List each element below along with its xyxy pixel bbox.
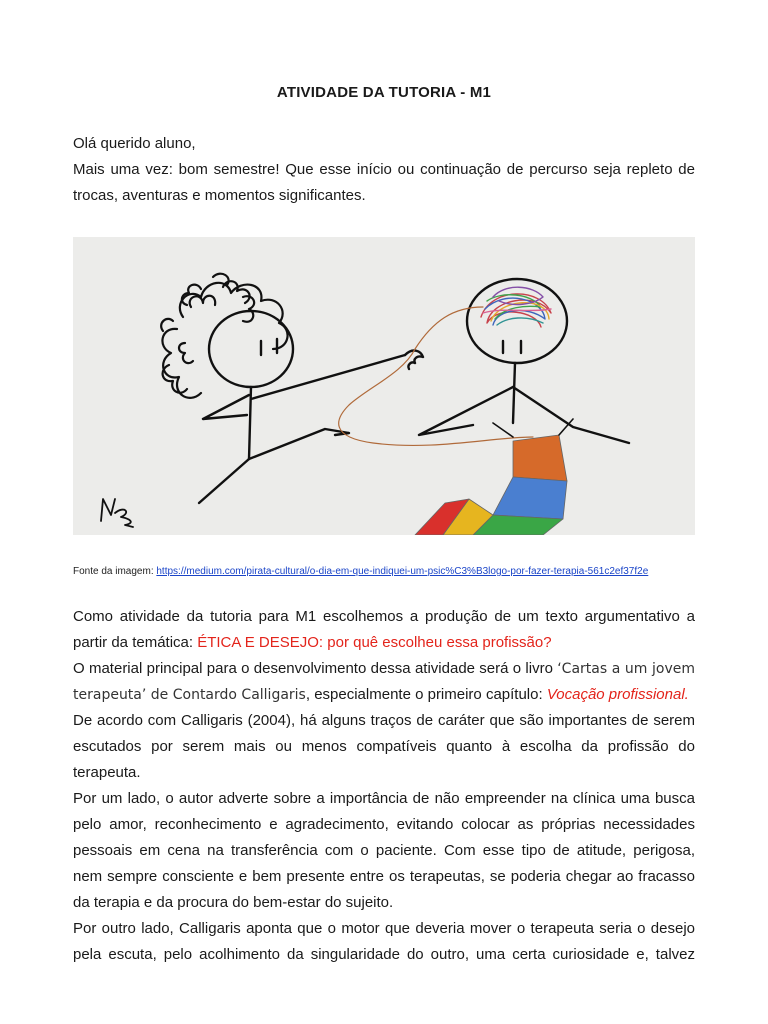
- greeting-line: Olá querido aluno,: [73, 135, 196, 152]
- body-text: [73, 604, 695, 968]
- greeting-line: trocas, aventuras e momentos significantes.: [73, 187, 366, 204]
- body-line: escutados por serem mais ou menos compatíveis quanto à escolha da profissão do: [73, 738, 695, 755]
- page-title: ATIVIDADE DA TUTORIA - M1: [276, 84, 492, 101]
- body-line: [73, 682, 695, 708]
- chapter-title: Vocação profissional.: [546, 686, 689, 703]
- caption-label: Fonte da imagem:: [73, 566, 157, 577]
- knitted-scarf-drawing: [415, 419, 573, 535]
- body-line: [73, 656, 695, 682]
- body-line-text: partir da temática:: [73, 634, 198, 651]
- greeting-line: Mais uma vez: bom semestre! Que esse início ou continuação de percurso seja repleto de: [73, 161, 695, 178]
- image-source-link[interactable]: https://medium.com/pirata-cultural/o-dia-em-que-indiquei-um-psic%C3%B3logo-por-fazer-terapia-561c2ef37f2e: [156, 566, 649, 577]
- book-title: terapeuta’ de Contardo Calligaris: [73, 687, 306, 703]
- body-line: da terapia e da procura do bem-estar do sujeito.: [73, 894, 394, 911]
- body-line: Por outro lado, Calligaris aponta que o motor que deveria mover o terapeuta seria o desejo: [73, 920, 695, 937]
- thread-drawing: [339, 307, 533, 445]
- body-line-text: , especialmente o primeiro capítulo:: [305, 686, 547, 703]
- body-line: pelo amor, reconhecimento e agradecimento, evitando colocar as próprias necessidades: [73, 816, 695, 833]
- signature-drawing: [101, 499, 133, 527]
- image-source-caption: [73, 566, 648, 577]
- body-line: Como atividade da tutoria para M1 escolhemos a produção de um texto argumentativo a: [73, 608, 695, 625]
- illustration-therapist-and-patient: [73, 237, 695, 535]
- body-line: pela escuta, pelo acolhimento da singularidade do outro, uma certa curiosidade e, talvez: [73, 946, 695, 963]
- theme-highlight: ÉTICA E DESEJO: por quê escolheu essa profissão?: [197, 634, 552, 651]
- body-line: terapeuta.: [73, 764, 141, 781]
- book-title: ‘Cartas a um jovem: [557, 661, 695, 677]
- body-line: nem sempre consciente e bem presente entre os terapeutas, se poderia chegar ao fracasso: [73, 868, 695, 885]
- body-line-text: O material principal para o desenvolvimento dessa atividade será o livro: [73, 660, 558, 677]
- left-figure-drawing: [199, 311, 423, 503]
- body-line: [73, 630, 695, 656]
- greeting-paragraph: [73, 131, 695, 209]
- body-line: De acordo com Calligaris (2004), há alguns traços de caráter que são importantes de serem: [73, 712, 695, 729]
- body-line: pessoais em cena na transferência com o paciente. Com esse tipo de atitude, perigosa,: [73, 842, 695, 859]
- tangled-brain-drawing: [481, 287, 551, 327]
- body-line: Por um lado, o autor adverte sobre a importância de não empreender na clínica uma busca: [73, 790, 695, 807]
